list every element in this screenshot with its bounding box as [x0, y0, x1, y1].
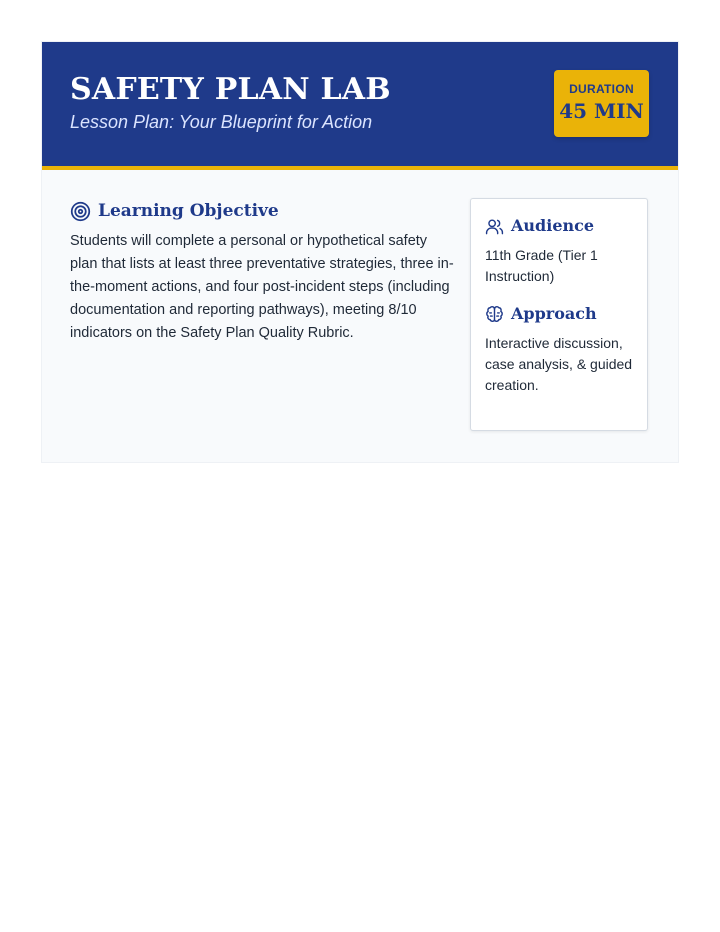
target-icon [70, 201, 91, 222]
audience-text: 11th Grade (Tier 1 Instruction) [485, 247, 598, 284]
learning-objective-section [70, 200, 455, 345]
approach-text: Interactive discussion, case analysis, & guided creation. [485, 335, 633, 393]
lesson-header [42, 42, 678, 170]
lesson-card [42, 42, 678, 462]
duration-label: DURATION [569, 82, 634, 96]
learning-objective-title: Learning Objective [98, 201, 279, 221]
users-icon [485, 217, 504, 236]
approach-heading [485, 303, 633, 325]
audience-heading [485, 215, 633, 237]
learning-objective-text: Students will complete a personal or hypothetical safety plan that lists at least three preventative strategies, three in-the-moment actions, and four post-incident steps (including documentation and reporting pathways), meeting 8/10 indicators on the Safety Plan Quality Rubric. [70, 233, 454, 341]
page-title: SAFETY PLAN LAB [70, 72, 391, 107]
duration-value: 45 MIN [559, 99, 644, 123]
audience-section [485, 215, 633, 287]
brain-icon [485, 305, 504, 324]
info-sidebar [470, 198, 648, 431]
page-subtitle: Lesson Plan: Your Blueprint for Action [70, 112, 373, 132]
approach-title: Approach [511, 304, 597, 323]
approach-section [485, 303, 633, 396]
duration-badge [554, 70, 649, 137]
audience-title: Audience [511, 216, 595, 235]
learning-objective-heading [70, 200, 455, 222]
